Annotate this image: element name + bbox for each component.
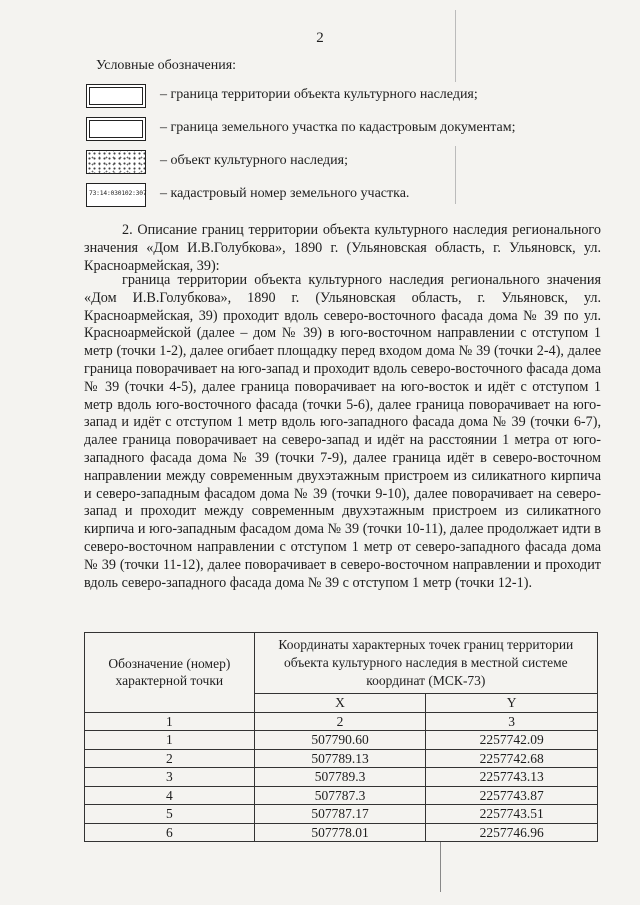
legend-item-cadastral-number: [86, 183, 566, 211]
index-cell: 2: [254, 712, 426, 731]
x-cell: 507787.17: [254, 805, 426, 824]
col-point-number-header: Обозначение (номер) характерной точки: [85, 633, 255, 713]
legend-title: Условные обозначения:: [96, 58, 237, 73]
legend-item-heritage-boundary: [86, 84, 566, 112]
point-number-cell: 6: [85, 823, 255, 842]
coordinates-table: [84, 632, 598, 842]
point-number-cell: 1: [85, 731, 255, 750]
point-number-cell: 5: [85, 805, 255, 824]
table-row: [85, 786, 598, 805]
page-number: 2: [316, 30, 324, 46]
table-index-row: [85, 712, 598, 731]
col-x-header: X: [254, 694, 426, 713]
legend-label: – кадастровый номер земельного участка.: [160, 186, 410, 201]
table-row: [85, 749, 598, 768]
table-row: [85, 805, 598, 824]
legend-label: – объект культурного наследия;: [160, 153, 348, 168]
point-number-cell: 4: [85, 786, 255, 805]
table-row: [85, 823, 598, 842]
point-number-cell: 3: [85, 768, 255, 787]
cadastral-number-sample: 73:14:030102:307: [89, 190, 147, 197]
y-cell: 2257746.96: [426, 823, 598, 842]
y-cell: 2257742.68: [426, 749, 598, 768]
section-heading: 2. Описание границ территории объекта культурного наследия регионального значения «Дом И.В.Голубкова», 1890 г. (Ульяновская область, г. Ульяновск, ул. Красноармейская, 39):: [84, 222, 601, 274]
y-cell: 2257743.87: [426, 786, 598, 805]
point-number-cell: 2: [85, 749, 255, 768]
y-cell: 2257742.09: [426, 731, 598, 750]
x-cell: 507787.3: [254, 786, 426, 805]
cadastral-number-symbol: [86, 183, 146, 207]
y-cell: 2257743.51: [426, 805, 598, 824]
legend-item-cadastral-boundary: [86, 117, 566, 145]
cadastral-boundary-symbol: [86, 117, 146, 141]
col-y-header: Y: [426, 694, 598, 713]
legend-item-heritage-object: [86, 150, 566, 178]
index-cell: 1: [85, 712, 255, 731]
heritage-object-hatch-symbol: [86, 150, 146, 174]
table-row: [85, 768, 598, 787]
scan-line: [455, 146, 456, 204]
boundary-description: граница территории объекта культурного наследия регионального значения «Дом И.В.Голубкова», 1890 г. (Ульяновская область, г. Ульяновск, ул. Красноармейская, 39) проходит вдоль северо-восточного фасада дома № 39 по ул. Красноармейской (далее – дом № 39) в юго-восточном направлении с отступом 1 метр (точки 1-2), далее огибает площадку перед входом дома № 39 (точки 2-4), далее граница поворачивает на юго-запад и проходит вдоль северо-восточного фасада дома № 39 (точки 4-5), далее граница поворачивает на юго-восток и идёт с отступом 1 метр вдоль юго-восточного фасада (точки 5-6), далее граница поворачивает на юго-запад и идёт с отступом 1 метр вдоль юго-западного фасада дома № 39 (точки 6-7), далее граница поворачивает на северо-запад и идёт на расстоянии 1 метра от юго-западного фасада дома № 39 (точки 7-9), далее граница идёт в северо-восточном направлении между современным двухэтажным пристроем из силикатного кирпича и северо-западным фасадом дома № 39 (точки 9-10), далее поворачивает на северо-запад и проходит между современным двухэтажным пристроем из силикатного кирпича и юго-западным фасадом дома № 39 (точки 10-11), далее продолжает идти в северо-восточном направлении с отступом 1 метр от северо-западного фасада дома № 39 (точки 11-12), далее поворачивает в северо-восточном направлении и проходит вдоль северо-западного фасада дома № 39 с отступом 1 метр (точки 12-1).: [84, 272, 601, 591]
x-cell: 507790.60: [254, 731, 426, 750]
col-coordinates-header: Координаты характерных точек границ территории объекта культурного наследия в местной системе координат (МСК-73): [254, 633, 597, 694]
y-cell: 2257743.13: [426, 768, 598, 787]
scan-line: [440, 842, 441, 892]
x-cell: 507778.01: [254, 823, 426, 842]
table-row: [85, 731, 598, 750]
table-header-row: [85, 633, 598, 694]
x-cell: 507789.13: [254, 749, 426, 768]
scan-line: [455, 10, 456, 82]
heritage-boundary-symbol: [86, 84, 146, 108]
index-cell: 3: [426, 712, 598, 731]
legend-label: – граница земельного участка по кадастровым документам;: [160, 120, 516, 135]
x-cell: 507789.3: [254, 768, 426, 787]
legend-label: – граница территории объекта культурного наследия;: [160, 87, 478, 102]
